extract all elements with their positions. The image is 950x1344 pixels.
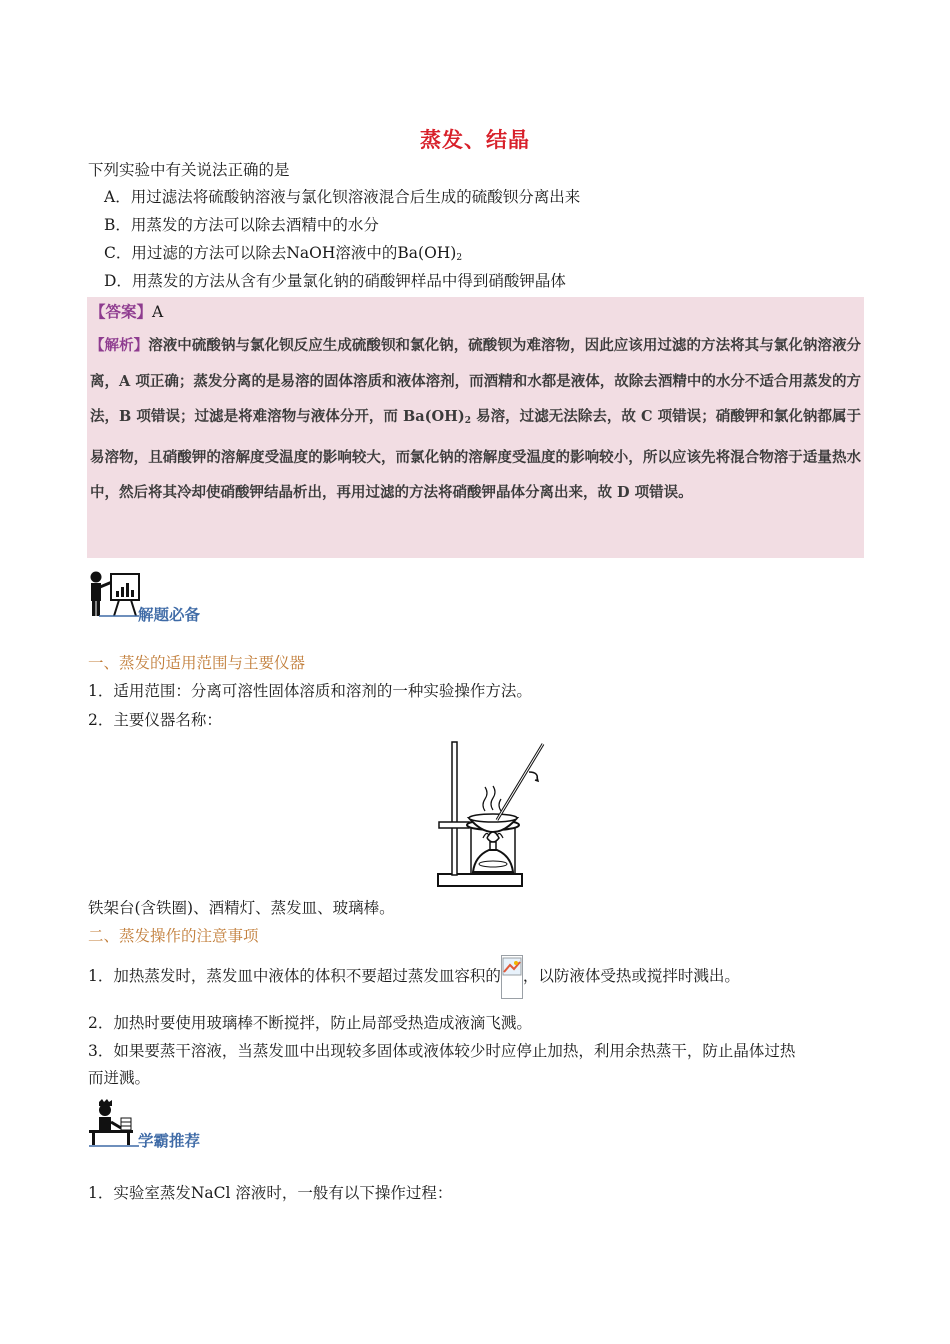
- option-c: [104, 243, 462, 268]
- answer-line: [90, 301, 861, 323]
- analysis-part1: 溶液中硫酸钠与氯化钡反应生成硫酸钡和氯化钠，硫酸钡为难溶物，因此应该用过滤的方法将其与氯化钠溶液分离，A 项正确；蒸发分离的是易溶的固体溶质和液体溶剂，而酒精和水都是液体，故除去酒精中的水分不适合用蒸发的方法，B 项错误；过滤是将难溶物与液体分开，而 Ba(OH): [90, 337, 862, 425]
- question-stem: 下列实验中有关说法正确的是: [88, 161, 290, 179]
- note-3-line1: 3．如果要蒸干溶液，当蒸发皿中出现较多固体或液体较少时应停止加热，利用余热蒸干，防止晶体过热: [88, 1042, 796, 1060]
- option-c-subscript: 2: [456, 253, 463, 263]
- page-title: 蒸发、结晶: [420, 127, 530, 152]
- section-label-jieti: 解题必备: [138, 606, 201, 624]
- analysis-subscript: 2: [464, 416, 471, 426]
- fraction-image-placeholder: [501, 955, 523, 999]
- evaporation-apparatus-image: [435, 738, 547, 890]
- note-1: [88, 954, 740, 999]
- answer-box: [87, 297, 864, 558]
- option-a: A．用过滤法将硫酸钠溶液与氯化钡溶液混合后生成的硫酸钡分离出来: [104, 188, 581, 206]
- heading-evaporation-scope: 一、蒸发的适用范围与主要仪器: [88, 654, 306, 672]
- note-1-before: 1．加热蒸发时，蒸发皿中液体的体积不要超过蒸发皿容积的: [88, 967, 501, 985]
- answer-value: A: [152, 303, 164, 321]
- option-b: B．用蒸发的方法可以除去酒精中的水分: [104, 216, 379, 234]
- teacher-board-icon: [87, 570, 141, 618]
- analysis-tag: 【解析】: [90, 337, 149, 354]
- analysis-text: [90, 328, 861, 511]
- instrument-item: 2．主要仪器名称：: [88, 711, 222, 729]
- note-2: 2．加热时要使用玻璃棒不断搅拌，防止局部受热造成液滴飞溅。: [88, 1014, 532, 1032]
- option-c-text: C．用过滤的方法可以除去NaOH溶液中的Ba(OH): [104, 244, 457, 262]
- scope-item: 1．适用范围：分离可溶性固体溶质和溶剂的一种实验操作方法。: [88, 682, 532, 700]
- answer-tag: 【答案】: [90, 302, 153, 321]
- recommend-item-1: 1．实验室蒸发NaCl 溶液时，一般有以下操作过程：: [88, 1184, 453, 1202]
- note-3-line2: 而迸溅。: [88, 1069, 151, 1087]
- student-desk-icon: [87, 1098, 141, 1148]
- analysis-part2: 易溶，过滤无法除去，故 C 项错误；硝酸钾和氯化钠都属于易溶物，且硝酸钾的溶解度受温度的影响较大，而氯化钠的溶解度受温度的影响较小，所以应该先将混合物溶于适量热水中，然后将其冷却使硝酸钾结晶析出，再用过滤的方法将硝酸钾晶体分离出来，故 D 项错误。: [90, 408, 862, 501]
- option-d: D．用蒸发的方法从含有少量氯化钠的硝酸钾样品中得到硝酸钾晶体: [104, 272, 566, 290]
- note-1-after: ，以防液体受热或搅拌时溅出。: [522, 967, 740, 985]
- heading-evaporation-notes: 二、蒸发操作的注意事项: [88, 927, 259, 945]
- instrument-names: 铁架台(含铁圈)、酒精灯、蒸发皿、玻璃棒。: [88, 899, 395, 917]
- section-label-xueba: 学霸推荐: [138, 1132, 201, 1150]
